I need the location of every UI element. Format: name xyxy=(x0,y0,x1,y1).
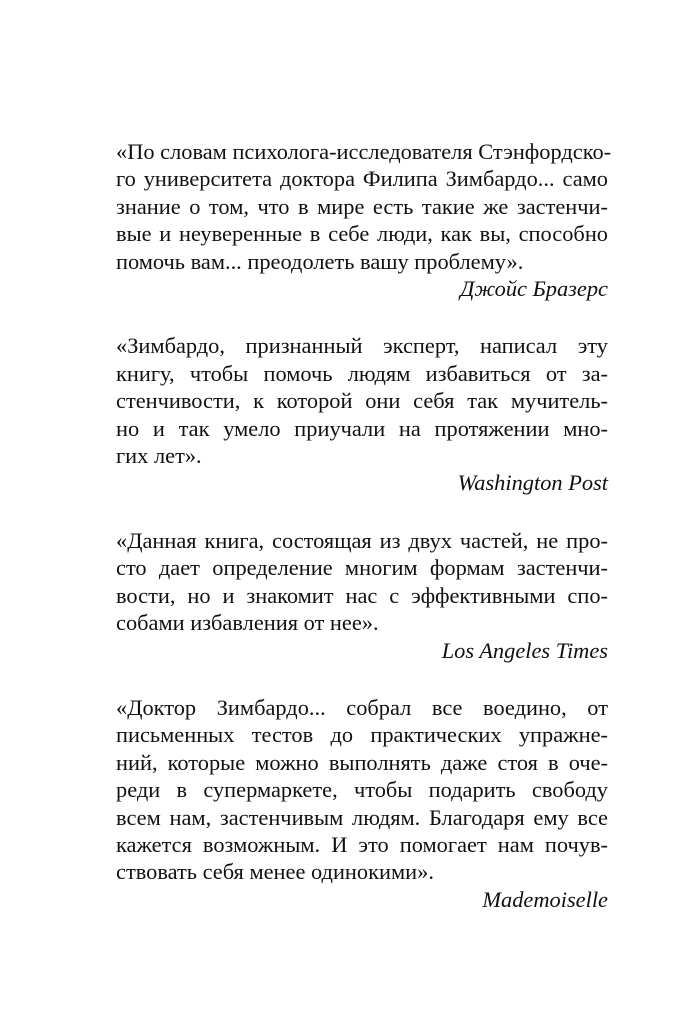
quote-line: знание о том, что в мире есть такие же застенчи- xyxy=(116,193,608,219)
quote-attribution: Washington Post xyxy=(457,470,608,496)
quote-text xyxy=(116,527,608,637)
quote-block-washington-post xyxy=(116,332,608,496)
quote-line: «Зимбардо, признанный эксперт, написал эту xyxy=(116,333,608,359)
quote-line: всем нам, застенчивым людям. Благодаря ему все xyxy=(116,804,608,830)
quote-block-brothers xyxy=(116,138,612,302)
quote-line: но и так умело приучали на протяжении мно- xyxy=(116,415,608,441)
quote-line: сто дает определение многим формам застенчи- xyxy=(116,555,608,581)
book-page xyxy=(116,138,612,913)
quote-line: гих лет». xyxy=(116,443,202,469)
quote-line: письменных тестов до практических упражне- xyxy=(116,722,608,748)
quote-line: помочь вам... преодолеть вашу проблему». xyxy=(116,248,524,274)
quote-line: «Доктор Зимбардо... собрал все воедино, от xyxy=(116,694,608,720)
quote-line: книгу, чтобы помочь людям избавиться от за- xyxy=(116,360,608,386)
quote-line: го университета доктора Филипа Зимбардо... само xyxy=(116,166,608,192)
quote-line: «Данная книга, состоящая из двух частей, не про- xyxy=(116,527,608,553)
quote-line: ний, которые можно выполнять даже стоя в оче- xyxy=(116,749,608,775)
quote-line: стенчивости, к которой они себя так мучитель- xyxy=(116,388,608,414)
quote-attribution: Mademoiselle xyxy=(482,886,608,912)
quote-line: вости, но и знакомит нас с эффективными спо- xyxy=(116,582,608,608)
quote-block-mademoiselle xyxy=(116,694,608,913)
quote-text xyxy=(116,694,608,886)
quote-attribution: Los Angeles Times xyxy=(441,637,608,663)
quote-text xyxy=(116,332,608,469)
quote-line: ствовать себя менее одинокими». xyxy=(116,859,434,885)
quote-line: вые и неуверенные в себе люди, как вы, способно xyxy=(116,221,608,247)
quote-text xyxy=(116,138,612,275)
quote-block-los-angeles-times xyxy=(116,527,608,664)
quote-attribution: Джойс Бразерс xyxy=(460,276,608,302)
quote-line: реди в супермаркете, чтобы подарить свободу xyxy=(116,777,608,803)
quote-line: собами избавления от нее». xyxy=(116,610,379,636)
quote-line: кажется возможным. И это помогает нам почув- xyxy=(116,831,608,857)
quote-line: «По словам психолога-исследователя Стэнфордско- xyxy=(116,139,612,164)
